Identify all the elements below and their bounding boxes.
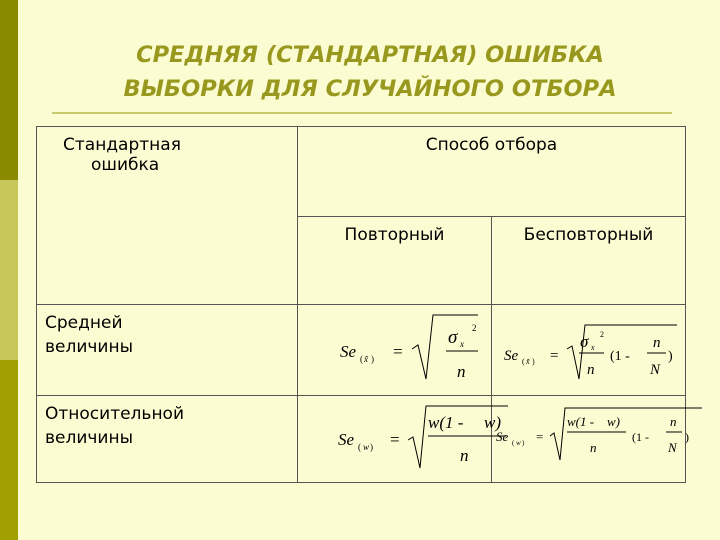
se-symbol: Se (338, 430, 355, 449)
one-minus: (1 - (610, 349, 630, 364)
equals-sign: = (550, 348, 559, 364)
numerator-w-open: w(1 - (428, 413, 464, 432)
equals-sign: = (536, 429, 544, 444)
header-selection-method (298, 127, 686, 217)
formula-mean-repeat-cell (298, 305, 492, 396)
numerator-w-open: w(1 - (567, 414, 595, 429)
denominator-n: n (587, 362, 595, 378)
se-symbol: Se (340, 342, 357, 361)
title-line-1: СРЕДНЯЯ (СТАНДАРТНАЯ) ОШИБКА (136, 42, 604, 68)
denominator-n: n (457, 362, 466, 381)
se-symbol: Se (496, 429, 509, 444)
se-symbol: Se (504, 348, 519, 364)
header-selection-method-label: Способ отбора (425, 135, 558, 155)
sigma-symbol: σ (580, 332, 589, 351)
denominator-N: N (668, 440, 677, 455)
header-standard-error-line1: Стандартная (63, 135, 181, 155)
numerator-n: n (670, 414, 677, 429)
exponent: 2 (472, 323, 477, 333)
denominator-n: n (590, 440, 597, 455)
denominator-n: n (460, 446, 469, 465)
sidebar-bar-bottom (0, 360, 18, 540)
header-standard-error (37, 127, 298, 305)
exponent: 2 (600, 330, 604, 339)
w-subscript: w (516, 439, 521, 447)
sigma-symbol: σ (448, 327, 458, 348)
numerator-w-close: w) (484, 413, 501, 432)
mean-subscript: x̃ (364, 354, 368, 364)
paren-open: ( (360, 354, 363, 364)
sigma-subscript: x (460, 339, 464, 349)
header-no-repeat-label: Бесповторный (523, 225, 654, 245)
paren-close: ) (370, 442, 373, 452)
numerator-w-close: w) (607, 414, 620, 429)
close-paren: ) (685, 430, 689, 444)
one-minus: (1 - (632, 430, 649, 444)
title-divider (52, 112, 672, 114)
header-repeat (298, 217, 492, 305)
row-mean-label-line1: Средней (45, 313, 123, 333)
denominator-N: N (650, 362, 661, 378)
formula-relative-repeat-cell (298, 396, 501, 483)
page-title (40, 38, 700, 106)
paren-close: ) (532, 357, 535, 366)
standard-error-table (36, 126, 689, 483)
paren-open: ( (358, 442, 361, 452)
equals-sign: = (393, 342, 403, 361)
header-repeat-label: Повторный (344, 225, 445, 245)
row-mean-label-line2: величины (45, 337, 134, 357)
formula-relative-norepeat (492, 396, 712, 483)
formula-mean-norepeat-cell (492, 305, 686, 396)
sidebar-bar-middle (0, 180, 18, 360)
header-no-repeat (492, 217, 686, 305)
paren-open: ( (512, 439, 515, 447)
close-paren: ) (668, 349, 673, 364)
row-relative-label-line1: Относительной (45, 404, 185, 424)
title-line-2: ВЫБОРКИ ДЛЯ СЛУЧАЙНОГО ОТБОРА (123, 76, 617, 102)
paren-close: ) (371, 354, 374, 364)
row-relative-label (37, 396, 298, 483)
mean-subscript: x̃ (526, 357, 530, 366)
row-relative-label-line2: величины (45, 428, 134, 448)
paren-close: ) (522, 439, 525, 447)
header-standard-error-line2: ошибка (91, 155, 160, 175)
w-subscript: w (363, 442, 370, 452)
formula-relative-repeat (298, 396, 512, 483)
row-mean-label (37, 305, 298, 396)
formula-relative-norepeat-cell (492, 396, 689, 483)
numerator-n: n (653, 335, 661, 351)
sigma-subscript: x (591, 343, 595, 352)
formula-mean-norepeat (492, 305, 712, 396)
paren-open: ( (522, 357, 525, 366)
sidebar-bar-top (0, 0, 18, 180)
equals-sign: = (390, 430, 400, 449)
formula-mean-repeat (298, 305, 512, 396)
radical-sign (412, 315, 478, 379)
